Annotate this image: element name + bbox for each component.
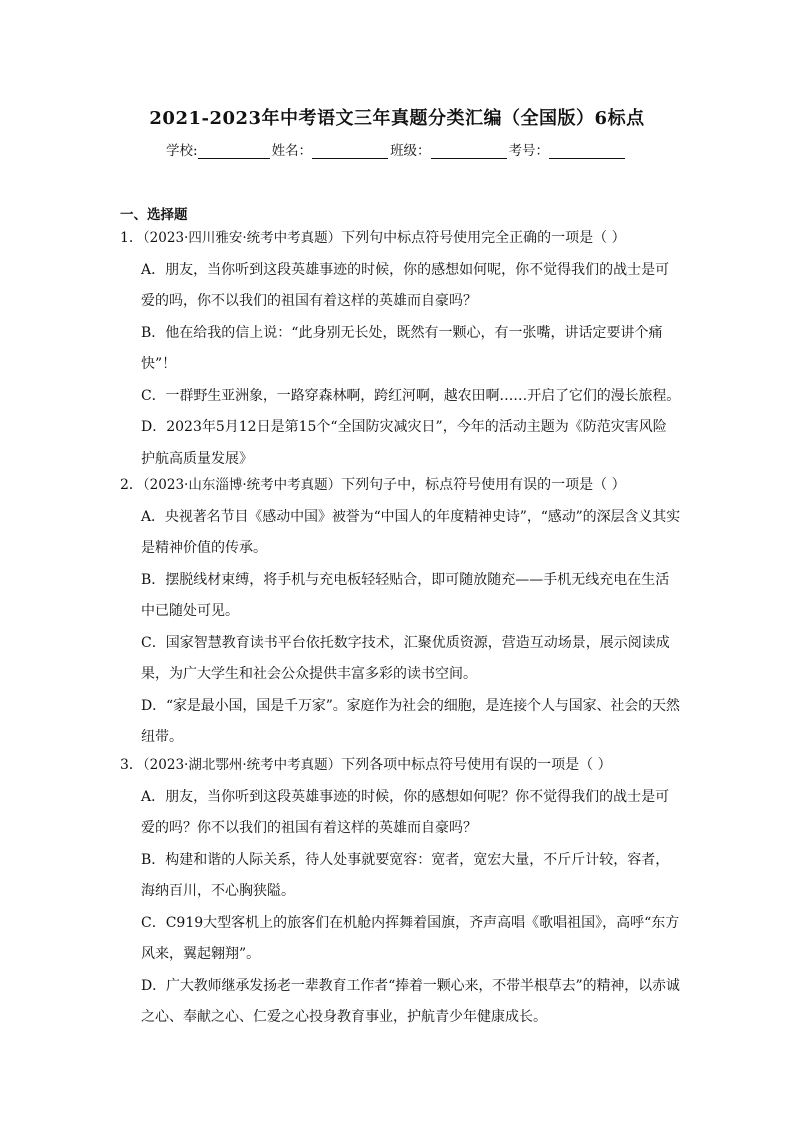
option-line-cont: 护航高质量发展》: [141, 450, 253, 467]
option-d: [120, 971, 680, 1034]
option-line-cont: 纽带。: [141, 729, 183, 745]
question-1: [120, 223, 680, 475]
option-line-cont: 海纳百川，不心胸狭隘。: [141, 883, 295, 899]
option-b: [120, 318, 680, 381]
question-source: （2023·山东淄博·统考中考真题）: [142, 477, 342, 493]
question-stem: [120, 470, 680, 502]
option-line-cont: 快”！: [141, 356, 177, 372]
question-source: （2023·湖北鄂州·统考中考真题）: [142, 757, 342, 773]
class-blank[interactable]: [431, 144, 507, 159]
option-a: [120, 255, 680, 318]
option-line: A．朋友，当你听到这段英雄事迹的时候，你的感想如何呢，你不觉得我们的战士是可: [141, 261, 670, 278]
option-line-cont: 之心、奉献之心、仁爱之心投身教育事业，护航青少年健康成长。: [141, 1009, 547, 1025]
option-line: D．2023年5月12日是第15个“全国防灾减灾日”，今年的活动主题为《防范灾害风险: [141, 419, 667, 435]
option-a: [120, 782, 680, 845]
question-text: 下列各项中标点符号使用有误的一项是（ ）: [341, 757, 612, 773]
number-label: 考号：: [508, 143, 550, 159]
option-c: [120, 908, 680, 971]
option-line: A．央视著名节目《感动中国》被誉为“中国人的年度精神史诗”，“感动”的深层含义其实: [141, 508, 681, 525]
option-line-cont: 果，为广大学生和社会公众提供丰富多彩的读书空间。: [141, 666, 477, 682]
class-label: 班级：: [390, 143, 431, 159]
question-text: 下列句子中，标点符号使用有误的一项是（ ）: [341, 477, 626, 493]
page-title: 2021-2023年中考语文三年真题分类汇编（全国版）6标点: [149, 108, 645, 129]
option-d: [120, 412, 680, 475]
option-line: C．一群野生亚洲象，一路穿森林啊，跨红河啊，越农田啊……开启了它们的漫长旅程。: [141, 387, 681, 404]
option-line-cont: 中已随处可见。: [141, 603, 239, 619]
option-line-cont: 是精神价值的传承。: [141, 540, 267, 556]
option-line: B．构建和谐的人际关系，待人处事就要宽容：宽者，宽宏大量，不斤斤计较，容者，: [141, 851, 670, 868]
option-line-cont: 爱的吗？你不以我们的祖国有着这样的英雄而自豪吗？: [141, 820, 477, 836]
option-b: [120, 565, 680, 628]
option-line: B．摆脱线材束缚，将手机与充电板轻轻贴合，即可随放随充——手机无线充电在生活: [141, 571, 670, 588]
question-source: （2023·四川雅安·统考中考真题）: [142, 230, 342, 246]
name-label: 姓名：: [271, 143, 313, 159]
school-label: 学校:: [166, 143, 198, 159]
option-line: C．国家智慧教育读书平台依托数字技术，汇聚优质资源，营造互动场景，展示阅读成: [141, 634, 670, 651]
school-blank[interactable]: [198, 144, 270, 159]
option-line: B．他在给我的信上说：“此身别无长处，既然有一颗心，有一张嘴，讲话定要讲个痛: [141, 324, 663, 341]
student-info-line: [166, 139, 636, 159]
question-number: 3．: [120, 757, 143, 773]
option-line: A．朋友，当你听到这段英雄事迹的时候，你的感想如何呢？你不觉得我们的战士是可: [141, 788, 670, 805]
question-3: [120, 750, 680, 1034]
option-line: D．广大教师继承发扬老一辈教育工作者“捧着一颗心来，不带半根草去”的精神，以赤诚: [141, 977, 680, 994]
question-number: 2．: [120, 477, 143, 493]
option-line-cont: 爱的吗，你不以我们的祖国有着这样的英雄而自豪吗？: [141, 293, 477, 309]
option-a: [120, 502, 680, 565]
option-line: C．C919大型客机上的旅客们在机舱内挥舞着国旗，齐声高唱《歌唱祖国》，高呼“东方: [141, 914, 680, 931]
option-c: [120, 381, 680, 413]
option-b: [120, 845, 680, 908]
section-heading: 一、选择题: [120, 207, 188, 223]
question-stem: [120, 223, 680, 255]
question-number: 1．: [120, 230, 143, 246]
number-blank[interactable]: [549, 144, 625, 159]
name-blank[interactable]: [312, 144, 388, 159]
question-text: 下列句中标点符号使用完全正确的一项是（ ）: [341, 230, 626, 246]
option-line-cont: 风来，翼起翱翔”。: [141, 946, 261, 962]
option-d: [120, 691, 680, 754]
option-line: D．“家是最小国，国是千万家”。家庭作为社会的细胞，是连接个人与国家、社会的天然: [141, 697, 680, 714]
question-2: [120, 470, 680, 754]
option-c: [120, 628, 680, 691]
question-stem: [120, 750, 680, 782]
